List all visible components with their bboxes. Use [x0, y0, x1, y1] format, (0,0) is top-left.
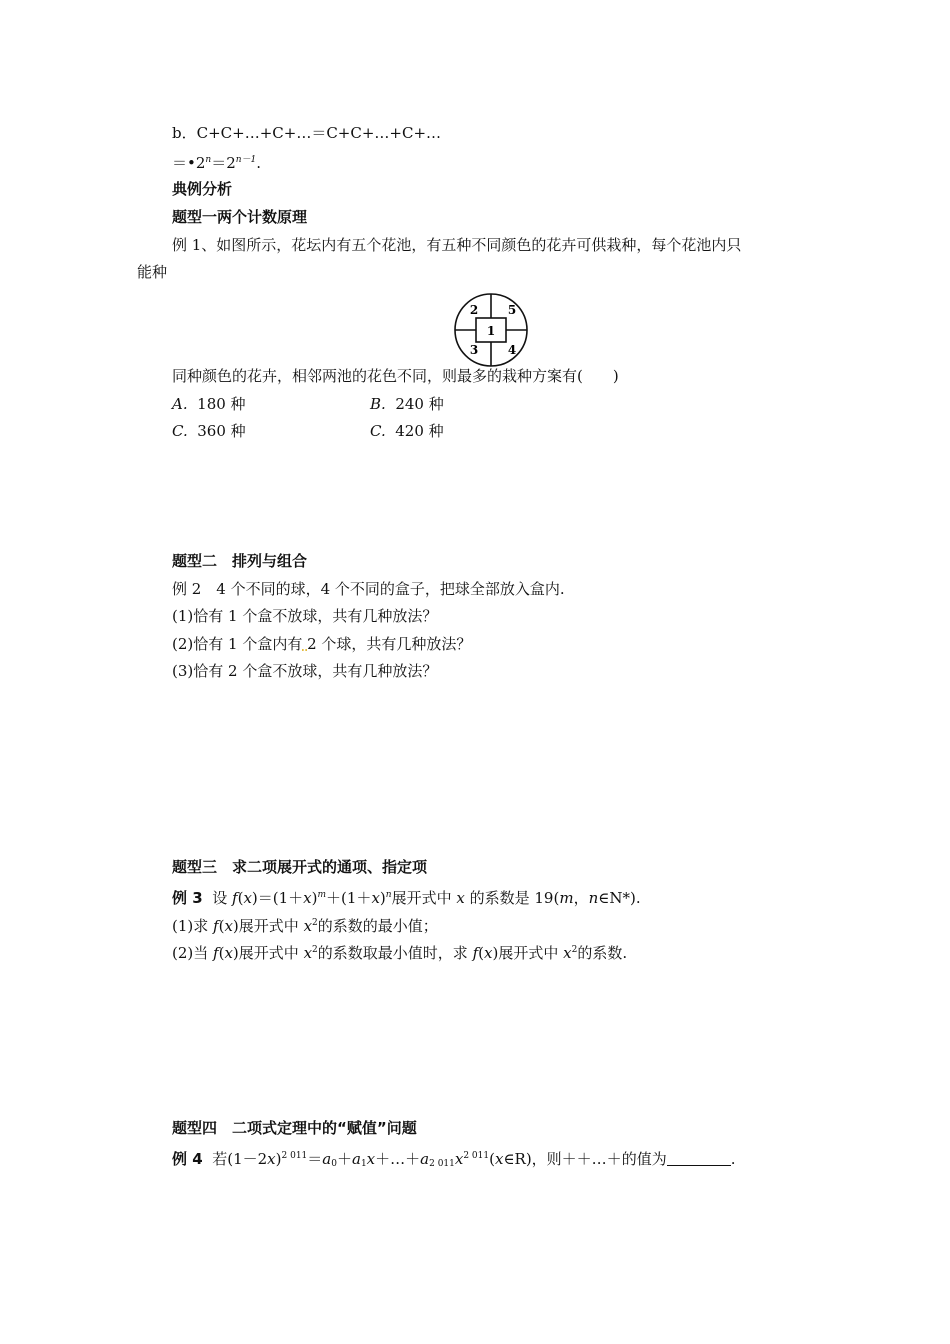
- formula-end: .: [256, 154, 262, 172]
- option-text: 420 种: [395, 422, 444, 440]
- ex4-x1: x: [366, 1150, 376, 1168]
- ex3-x: x: [243, 889, 252, 907]
- type3-title: 题型三 求二项展开式的通项、指定项: [172, 858, 428, 876]
- ex3-c: ＋(1＋: [326, 889, 372, 907]
- example2-q1: (1)恰有 1 个盒不放球，共有几种放法？: [172, 607, 438, 625]
- example1-line2: 能种: [137, 263, 168, 281]
- exp-n: n: [205, 155, 212, 165]
- ex4-b: ＝: [307, 1150, 323, 1168]
- example2-q3: (3)恰有 2 个盒不放球，共有几种放法？: [172, 662, 438, 680]
- answer-blank[interactable]: [667, 1151, 731, 1166]
- type2-title: 题型二 排列与组合: [172, 552, 308, 570]
- formula-line-b: [172, 123, 441, 143]
- q2-c: 的系数取最小值时，求: [317, 944, 468, 962]
- option-text: 360 种: [197, 422, 246, 440]
- pool-label-5: 5: [507, 303, 517, 317]
- exp-n-minus-1: n－1: [235, 155, 257, 165]
- option-b: [370, 394, 444, 414]
- q1-exp: 2: [312, 918, 318, 928]
- formula-line-result: [172, 150, 261, 173]
- q2-x2: x: [303, 944, 313, 962]
- ex3-exp-n: n: [385, 890, 392, 900]
- q2-d: 展开式中: [498, 944, 559, 962]
- option-c: [172, 421, 246, 441]
- ex3-a: 设: [212, 889, 228, 907]
- ex4-x2: x: [454, 1150, 464, 1168]
- q1-x2: x: [303, 917, 313, 935]
- ex4-exp: 2 011: [281, 1151, 308, 1161]
- flower-bed-figure: [453, 292, 529, 368]
- option-letter: C.: [172, 422, 188, 440]
- q2-exp2: 2: [571, 945, 578, 955]
- ex3-f-comma: ，: [573, 889, 589, 907]
- q2-text-b: 2 个球，共有几种放法？: [307, 635, 472, 653]
- example3-q2: (2)当 f(x)展开式中 $x^2$的系数取最小值时，求 f(x)展开式中 $x^2$的系数.: [172, 944, 628, 962]
- ex3-d: 展开式中: [391, 889, 452, 907]
- example2-q2: [172, 634, 471, 654]
- q2-f2: f: [472, 944, 479, 962]
- type1-title: 题型一两个计数原理: [172, 208, 308, 226]
- ex3-g: ∈N*).: [598, 889, 641, 907]
- q2-b: 展开式中: [238, 944, 299, 962]
- example4: 例 4 若$(1-2x)^{2 011}=a_0+a_1x+\dots+a_{2 011}x^{2 011}(x\in R)$，则＋＋…＋的值为 .: [172, 1150, 736, 1169]
- ex4-sub1: 1: [360, 1159, 367, 1169]
- formula-text: C+C+…+C+…＝C+C+…+C+…: [196, 124, 442, 142]
- ex3-e: 的系数是 19(: [469, 889, 560, 907]
- ex4-x: x: [267, 1150, 276, 1168]
- ex4-sub0: 0: [331, 1159, 337, 1169]
- q2-e: 的系数.: [577, 944, 628, 962]
- ex4-sub2011: 2 011: [429, 1159, 455, 1169]
- q1-b: 展开式中: [238, 917, 299, 935]
- option-text: 240 种: [395, 395, 444, 413]
- ex4-end: .: [730, 1150, 736, 1168]
- ex4-d: ∈R)，则＋＋…＋的值为: [503, 1150, 667, 1168]
- option-letter: B.: [370, 395, 386, 413]
- ex3-f: f: [232, 889, 238, 907]
- option-letter: A.: [172, 395, 188, 413]
- q2-x3: x: [484, 944, 493, 962]
- pool-label-1: 1: [486, 324, 496, 338]
- q2-x4: x: [563, 944, 572, 962]
- ex4-plus: ＋: [336, 1150, 352, 1168]
- example1-line3: 同种颜色的花卉，相邻两池的花色不同，则最多的栽种方案有( ): [172, 367, 619, 385]
- section-heading: 典例分析: [172, 180, 233, 198]
- ex3-n: n: [588, 889, 599, 907]
- q2-text-a: (2)恰有 1 个盒内有: [172, 635, 303, 653]
- ex3-x: x: [456, 889, 465, 907]
- q1-c: 的系数的最小值；: [317, 917, 438, 935]
- example4-label: 例 4: [172, 1150, 203, 1168]
- ex3-x: x: [303, 889, 312, 907]
- example3-label: 例 3: [172, 889, 203, 907]
- example2: 例 2 4 个不同的球，4 个不同的盒子，把球全部放入盒内.: [172, 580, 565, 598]
- example3-q1: (1)求 f(x)展开式中 $x^2$的系数的最小值；: [172, 917, 438, 935]
- formula-result-a: ＝•2: [172, 154, 206, 172]
- ex4-c: ＋…＋: [375, 1150, 421, 1168]
- ex4-a1: a: [351, 1150, 361, 1168]
- example1-line1: 例 1、如图所示，花坛内有五个花池，有五种不同颜色的花卉可供栽种，每个花池内只: [172, 236, 742, 254]
- pool-label-4: 4: [507, 343, 517, 357]
- ex4-a0: a: [322, 1150, 332, 1168]
- formula-result-b: ＝2: [211, 154, 236, 172]
- q1-a: (1)求: [172, 917, 209, 935]
- type4-title: 题型四 二项式定理中的“赋值”问题: [172, 1119, 417, 1137]
- option-a: [172, 394, 246, 414]
- pool-label-2: 2: [469, 303, 479, 317]
- q2-exp: 2: [312, 945, 318, 955]
- option-d: [370, 421, 444, 441]
- q2-a: (2)当: [172, 944, 209, 962]
- option-text: 180 种: [197, 395, 246, 413]
- q2-f: f: [213, 944, 219, 962]
- ex3-m: m: [559, 889, 574, 907]
- ex3-x: x: [371, 889, 380, 907]
- option-letter: C.: [370, 422, 386, 440]
- q1-f: f: [213, 917, 219, 935]
- formula-prefix: b．: [172, 124, 197, 142]
- ex4-a2011: a: [420, 1150, 430, 1168]
- ex4-x3: x: [494, 1150, 504, 1168]
- pool-label-3: 3: [469, 343, 479, 357]
- q2-x: x: [224, 944, 233, 962]
- ex3-b: )＝(1＋: [251, 889, 304, 907]
- ex4-exp2: 2 011: [463, 1151, 490, 1161]
- q1-x: x: [224, 917, 233, 935]
- ex4-a: 若(1－2: [212, 1150, 268, 1168]
- ex3-exp-m: m: [317, 890, 327, 900]
- example3: 例 3 设 $f(x)=(1+x)^m+(1+x)^n$展开式中 x 的系数是 19(m，n∈N*).: [172, 889, 641, 907]
